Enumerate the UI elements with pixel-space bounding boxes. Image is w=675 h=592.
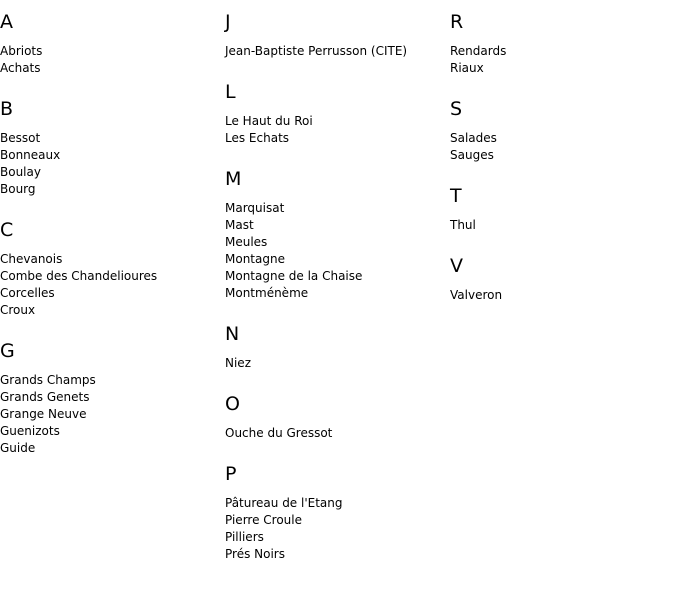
letter-heading: J [225,11,231,33]
place-link[interactable]: Pierre Croule [225,513,302,527]
letter-heading: O [225,393,240,415]
place-list [0,43,225,77]
place-list [225,200,450,302]
letter-group [450,186,675,234]
place-list [225,425,450,442]
letter-group [0,341,225,457]
letter-group [450,12,675,77]
letter-heading: G [0,340,15,362]
place-link[interactable]: Combe des Chandelioures [0,269,158,283]
letter-group [225,464,450,563]
letter-heading: A [0,11,13,33]
place-link[interactable]: Riaux [450,61,484,75]
place-link[interactable]: Grands Champs [0,373,96,387]
letter-group [450,256,675,304]
place-list [0,372,225,457]
place-link[interactable]: Bourg [0,182,36,196]
place-list [450,217,675,234]
place-link[interactable]: Montagne [225,252,285,266]
place-link[interactable]: Sauges [450,148,494,162]
letter-group [0,99,225,198]
place-list [450,287,675,304]
place-list [225,113,450,147]
place-link[interactable]: Niez [225,356,251,370]
place-link[interactable]: Valveron [450,288,503,302]
letter-group [225,394,450,442]
letter-heading: N [225,323,240,345]
place-link[interactable]: Marquisat [225,201,285,215]
place-link[interactable]: Grange Neuve [0,407,87,421]
place-link[interactable]: Meules [225,235,268,249]
place-list [0,251,225,319]
letter-heading: B [0,98,14,120]
place-link[interactable]: Pilliers [225,530,264,544]
letter-group [225,82,450,147]
place-list [225,43,450,60]
letter-heading: S [450,98,463,120]
letter-group [450,99,675,164]
place-link[interactable]: Montagne de la Chaise [225,269,363,283]
index-column [450,12,675,326]
letter-group [225,324,450,372]
place-link[interactable]: Abriots [0,44,43,58]
letter-group [0,220,225,319]
letter-heading: C [0,219,14,241]
place-list [450,130,675,164]
index-column [225,12,450,585]
letter-heading: P [225,463,237,485]
letter-heading: M [225,168,242,190]
place-link[interactable]: Mast [225,218,254,232]
place-list [225,355,450,372]
place-link[interactable]: Chevanois [0,252,63,266]
place-link[interactable]: Ouche du Gressot [225,426,333,440]
place-list [0,130,225,198]
place-link[interactable]: Grands Genets [0,390,90,404]
place-link[interactable]: Montménème [225,286,309,300]
place-link[interactable]: Bonneaux [0,148,61,162]
place-link[interactable]: Jean-Baptiste Perrusson (CITE) [225,44,408,58]
place-link[interactable]: Thul [450,218,476,232]
place-link[interactable]: Croux [0,303,36,317]
place-list [450,43,675,77]
place-link[interactable]: Corcelles [0,286,55,300]
letter-heading: T [450,185,462,207]
place-link[interactable]: Pâtureau de l'Etang [225,496,343,510]
letter-group [225,169,450,302]
index-column [0,12,225,479]
letter-heading: R [450,11,464,33]
place-link[interactable]: Boulay [0,165,41,179]
place-link[interactable]: Le Haut du Roi [225,114,313,128]
letter-heading: V [450,255,463,277]
place-link[interactable]: Bessot [0,131,41,145]
place-link[interactable]: Guenizots [0,424,60,438]
place-link[interactable]: Prés Noirs [225,547,285,561]
place-link[interactable]: Guide [0,441,36,455]
place-list [225,495,450,563]
place-link[interactable]: Les Echats [225,131,290,145]
place-link[interactable]: Achats [0,61,41,75]
letter-group [0,12,225,77]
letter-group [225,12,450,60]
place-link[interactable]: Salades [450,131,497,145]
place-link[interactable]: Rendards [450,44,507,58]
letter-heading: L [225,81,236,103]
